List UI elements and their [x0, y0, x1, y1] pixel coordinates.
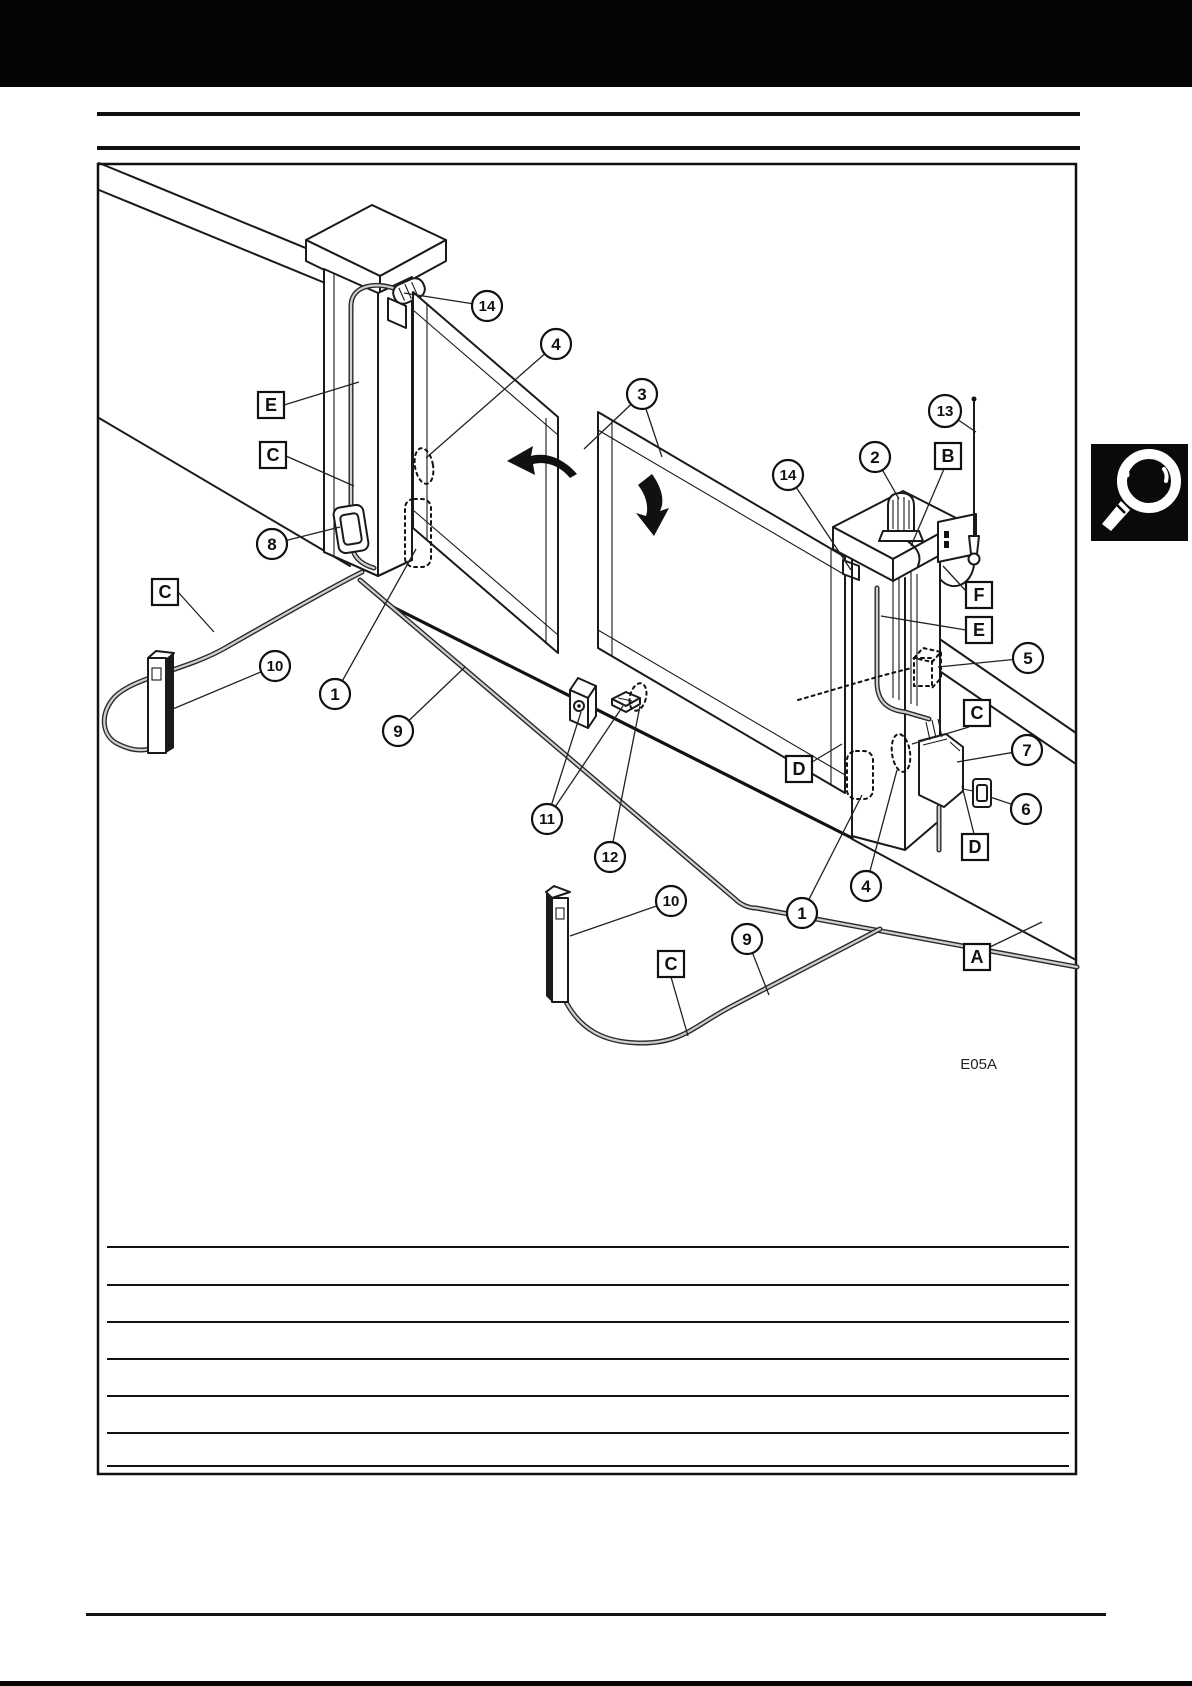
svg-text:5: 5 — [1023, 649, 1033, 668]
svg-text:11: 11 — [539, 811, 555, 828]
svg-text:C: C — [970, 703, 984, 723]
svg-text:8: 8 — [267, 535, 277, 554]
svg-text:6: 6 — [1021, 800, 1031, 819]
svg-text:14: 14 — [478, 298, 496, 315]
callout-12 — [595, 842, 625, 872]
svg-text:12: 12 — [601, 849, 619, 866]
label-box-B — [935, 443, 961, 469]
svg-text:2: 2 — [870, 448, 880, 467]
svg-text:C: C — [664, 954, 678, 974]
svg-text:9: 9 — [742, 930, 752, 949]
callout-9b — [732, 924, 762, 954]
svg-text:C: C — [158, 582, 172, 602]
callout-1 — [320, 679, 350, 709]
svg-text:4: 4 — [551, 335, 561, 354]
footer-rule — [86, 1613, 1106, 1616]
callout-11 — [532, 804, 562, 834]
label-box-F — [966, 582, 992, 608]
label-box-D1 — [786, 756, 812, 782]
svg-text:E: E — [972, 620, 986, 640]
callout-9 — [383, 716, 413, 746]
header-rule-1 — [97, 112, 1080, 116]
callout-5 — [1013, 643, 1043, 673]
figure-frame — [98, 164, 1076, 1474]
figure-code: E05A — [960, 1056, 997, 1073]
svg-text:E: E — [264, 395, 278, 415]
callout-2 — [860, 442, 890, 472]
callout-8 — [257, 529, 287, 559]
callout-1b — [787, 898, 817, 928]
photocell-mid — [546, 886, 570, 1002]
page-bottom-strip — [0, 1681, 1192, 1686]
label-box-C4 — [658, 951, 684, 977]
header-rule-2 — [97, 146, 1080, 150]
svg-text:10: 10 — [266, 658, 284, 675]
magnifier-icon — [1091, 444, 1188, 541]
callout-4b — [851, 871, 881, 901]
callout-14b — [773, 460, 803, 490]
svg-text:A: A — [970, 947, 984, 967]
callout-10b — [656, 886, 686, 916]
svg-text:1: 1 — [330, 685, 340, 704]
callout-6 — [1011, 794, 1041, 824]
svg-text:3: 3 — [637, 385, 647, 404]
callout-3 — [627, 379, 657, 409]
svg-text:B: B — [941, 446, 955, 466]
label-box-E — [258, 392, 284, 418]
svg-text:9: 9 — [393, 722, 403, 741]
callout-13 — [929, 395, 961, 427]
svg-text:1: 1 — [797, 904, 807, 923]
label-box-D2 — [962, 834, 988, 860]
svg-text:D: D — [968, 837, 982, 857]
label-box-C3 — [964, 700, 990, 726]
svg-text:F: F — [973, 585, 985, 605]
svg-text:7: 7 — [1022, 741, 1032, 760]
svg-text:13: 13 — [936, 403, 954, 420]
svg-text:4: 4 — [861, 877, 871, 896]
callout-7 — [1012, 735, 1042, 765]
callout-4 — [541, 329, 571, 359]
key-switch — [333, 504, 370, 554]
photocell-left — [148, 651, 174, 753]
svg-text:14: 14 — [779, 467, 797, 484]
svg-text:10: 10 — [662, 893, 680, 910]
svg-text:C: C — [266, 445, 280, 465]
callout-10 — [260, 651, 290, 681]
svg-text:D: D — [792, 759, 806, 779]
label-box-A — [964, 944, 990, 970]
gate-stop-block — [570, 678, 596, 728]
header-black-bar — [0, 0, 1192, 87]
label-box-C2 — [152, 579, 178, 605]
label-box-E2 — [966, 617, 992, 643]
callout-14 — [472, 291, 502, 321]
label-box-C1 — [260, 442, 286, 468]
